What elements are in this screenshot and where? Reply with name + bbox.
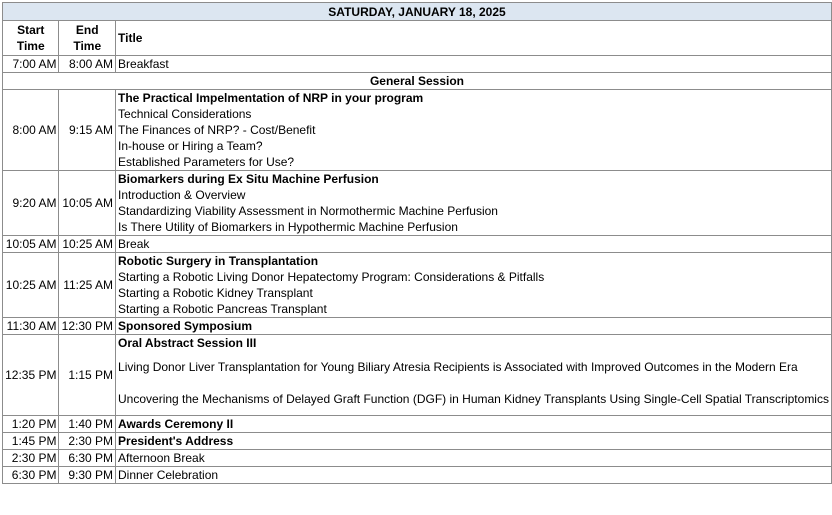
start-time-cell: 10:25 AM [3,253,59,318]
end-time-cell: 10:25 AM [59,236,116,253]
start-time-cell: 2:30 PM [3,450,59,467]
table-row [3,106,832,122]
title-cell: Awards Ceremony II [116,416,832,433]
day-header-row [3,3,832,21]
session-item: The Finances of NRP? - Cost/Benefit [116,122,832,138]
title-cell: Breakfast [116,56,832,73]
table-row [3,351,832,383]
section-row [3,73,832,90]
start-time-cell: 6:30 PM [3,467,59,484]
end-time-cell: 9:15 AM [59,90,116,171]
title-cell: President's Address [116,433,832,450]
session-item: Starting a Robotic Living Donor Hepatectomy Program: Considerations & Pitfalls [116,269,832,285]
table-row [3,219,832,236]
table-row [3,301,832,318]
table-row [3,203,832,219]
table-row [3,171,832,188]
title-cell: Dinner Celebration [116,467,832,484]
session-title: Robotic Surgery in Transplantation [116,253,832,270]
start-time-header-line2: Time [16,39,45,53]
end-time-header [59,21,116,56]
table-row [3,285,832,301]
title-cell: Break [116,236,832,253]
start-time-cell: 8:00 AM [3,90,59,171]
session-title: Oral Abstract Session III [116,335,832,352]
table-row [3,467,832,484]
end-time-cell: 1:15 PM [59,335,116,416]
table-row [3,253,832,270]
session-item: Standardizing Viability Assessment in Normothermic Machine Perfusion [116,203,832,219]
table-row [3,335,832,352]
start-time-cell: 9:20 AM [3,171,59,236]
start-time-cell: 11:30 AM [3,318,59,335]
title-header: Title [116,21,832,56]
table-row [3,318,832,335]
end-time-header-line2: Time [73,39,102,53]
table-row [3,187,832,203]
table-row [3,56,832,73]
session-title: The Practical Impelmentation of NRP in your program [116,90,832,107]
title-cell: Afternoon Break [116,450,832,467]
start-time-header [3,21,59,56]
start-time-cell: 1:45 PM [3,433,59,450]
session-title: Biomarkers during Ex Situ Machine Perfusion [116,171,832,188]
title-cell: Sponsored Symposium [116,318,832,335]
start-time-header-line1: Start [17,23,45,37]
table-row [3,90,832,107]
session-item: Introduction & Overview [116,187,832,203]
table-row [3,269,832,285]
table-row [3,154,832,171]
session-item: In-house or Hiring a Team? [116,138,832,154]
session-item: Established Parameters for Use? [116,154,832,171]
start-time-cell: 10:05 AM [3,236,59,253]
table-row [3,416,832,433]
start-time-cell: 12:35 PM [3,335,59,416]
table-row [3,236,832,253]
table-row [3,450,832,467]
table-row [3,122,832,138]
column-header-row [3,21,832,56]
day-header: SATURDAY, JANUARY 18, 2025 [3,3,832,21]
end-time-cell: 6:30 PM [59,450,116,467]
session-item: Starting a Robotic Kidney Transplant [116,285,832,301]
start-time-cell: 7:00 AM [3,56,59,73]
schedule-table [2,2,832,484]
section-title: General Session [3,73,832,90]
table-row [3,138,832,154]
end-time-cell: 11:25 AM [59,253,116,318]
session-item: Starting a Robotic Pancreas Transplant [116,301,832,318]
table-row [3,433,832,450]
end-time-cell: 9:30 PM [59,467,116,484]
end-time-cell: 10:05 AM [59,171,116,236]
start-time-cell: 1:20 PM [3,416,59,433]
end-time-cell: 12:30 PM [59,318,116,335]
session-item: Uncovering the Mechanisms of Delayed Graft Function (DGF) in Human Kidney Transplants Using Single-Cell Spatial Transcriptomics [116,383,832,416]
end-time-cell: 8:00 AM [59,56,116,73]
end-time-cell: 1:40 PM [59,416,116,433]
end-time-header-line1: End [75,23,99,37]
end-time-cell: 2:30 PM [59,433,116,450]
session-item: Technical Considerations [116,106,832,122]
session-item: Is There Utility of Biomarkers in Hypothermic Machine Perfusion [116,219,832,236]
session-item: Living Donor Liver Transplantation for Young Biliary Atresia Recipients is Associated with Improved Outcomes in the Modern Era [116,351,832,383]
table-row [3,383,832,416]
